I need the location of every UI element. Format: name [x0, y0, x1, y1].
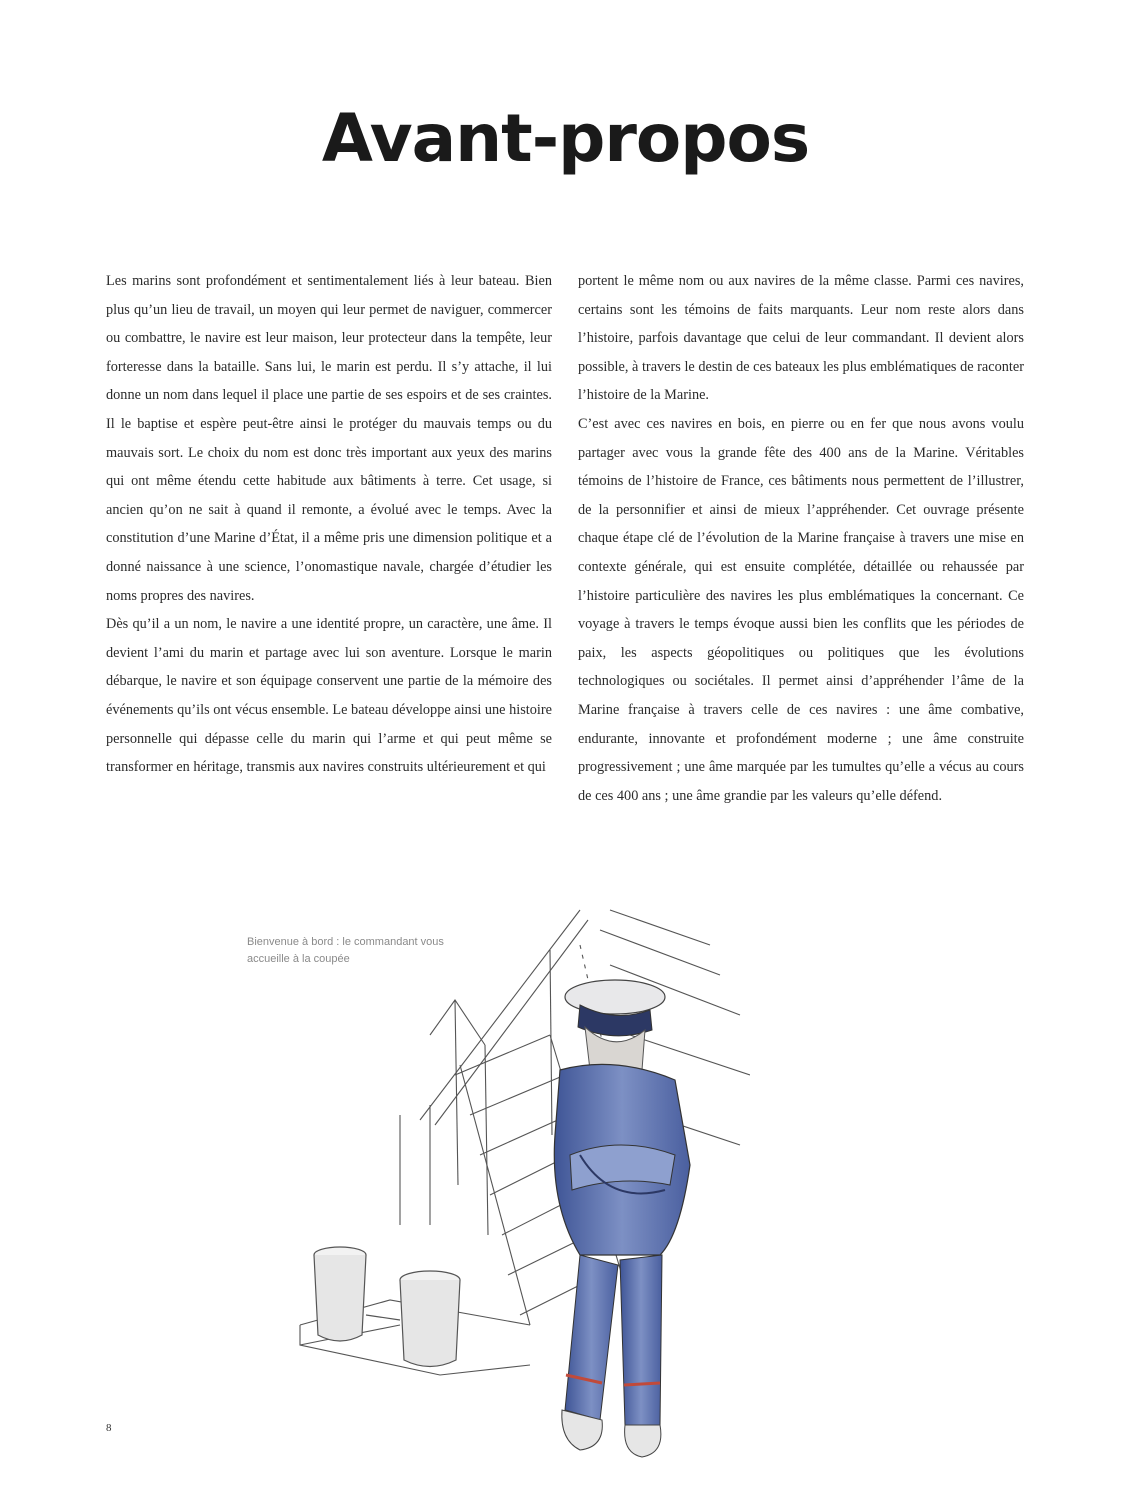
paragraph: Les marins sont profondément et sentimentalement liés à leur bateau. Bien plus qu’un lieu de travail, un moyen qui leur permet de naviguer, commercer ou combattre, le navire est leur maison, leur protecteur dans la tempête, leur forteresse dans la bataille. Sans lui, le marin est perdu. Il s’y attache, il lui donne un nom dans lequel il place une partie de ses espoirs et de ses craintes. Il le baptise et espère peut-être ainsi le protéger du mauvais temps ou du mauvais sort. Le choix du nom est donc très important aux yeux des marins qui ont même étendu cette habitude aux bâtiments à terre. Cet usage, si ancien qu’on ne sait à quand il remonte, a évolué avec le temps. Avec la constitution d’une Marine d’État, il a même pris une dimension politique et a donné naissance à une science, l’onomastique navale, chargée d’étudier les noms propres des navires.	[106, 273, 552, 604]
figure-caption: Bienvenue à bord : le commandant vous accueille à la coupée	[247, 936, 444, 965]
text-column-right	[578, 267, 1024, 810]
page-number: 8	[106, 1422, 112, 1434]
paragraph: portent le même nom ou aux navires de la même classe. Parmi ces navires, certains sont les témoins de faits marquants. Leur nom reste alors dans l’histoire, parfois davantage que celui de leur commandant. Il devient alors possible, à travers le destin de ces bateaux les plus emblématiques de raconter l’histoire de la Marine.	[578, 273, 1024, 404]
bollards	[314, 1247, 460, 1367]
paragraph: Dès qu’il a un nom, le navire a une identité propre, un caractère, une âme. Il devient l’ami du marin et partage avec lui son aventure. Lorsque le marin débarque, le navire et son équipage conservent une partie de la mémoire des événements qu’ils ont vécus ensemble. Le bateau développe ainsi une histoire personnelle qui dépasse celle du marin qui l’arme et qui peut même se transformer en héritage, transmis aux navires construits ultérieurement et qui	[106, 616, 552, 776]
sailor-illustration	[280, 905, 750, 1465]
text-column-left	[106, 267, 552, 782]
paragraph: C’est avec ces navires en bois, en pierre ou en fer que nous avons voulu partager avec vous la grande fête des 400 ans de la Marine. Véritables témoins de l’histoire de France, ces bâtiments nous permettent de l’illustrer, de la personnifier et ainsi de mieux l’appréhender. Cet ouvrage présente chaque étape clé de l’évolution de la Marine française à travers une mise en contexte générale, qui est ensuite complétée, détaillée ou rehaussée par l’histoire particulière des navires les plus emblématiques la concernant. Ce voyage à travers le temps évoque aussi bien les conflits que les périodes de paix, les aspects géopolitiques ou politiques que les évolutions technologiques ou sociétales. Il permet ainsi d’appréhender l’âme de la Marine française à travers celle de ces navires : une âme combative, endurante, innovante et profondément moderne ; une âme construite progressivement ; une âme marquée par les tumultes qu’elle a vécus au cours de ces 400 ans ; une âme grandie par les valeurs qu’elle défend.	[578, 415, 1024, 804]
page-title: Avant-propos	[321, 100, 810, 177]
sailor-figure	[554, 980, 690, 1457]
